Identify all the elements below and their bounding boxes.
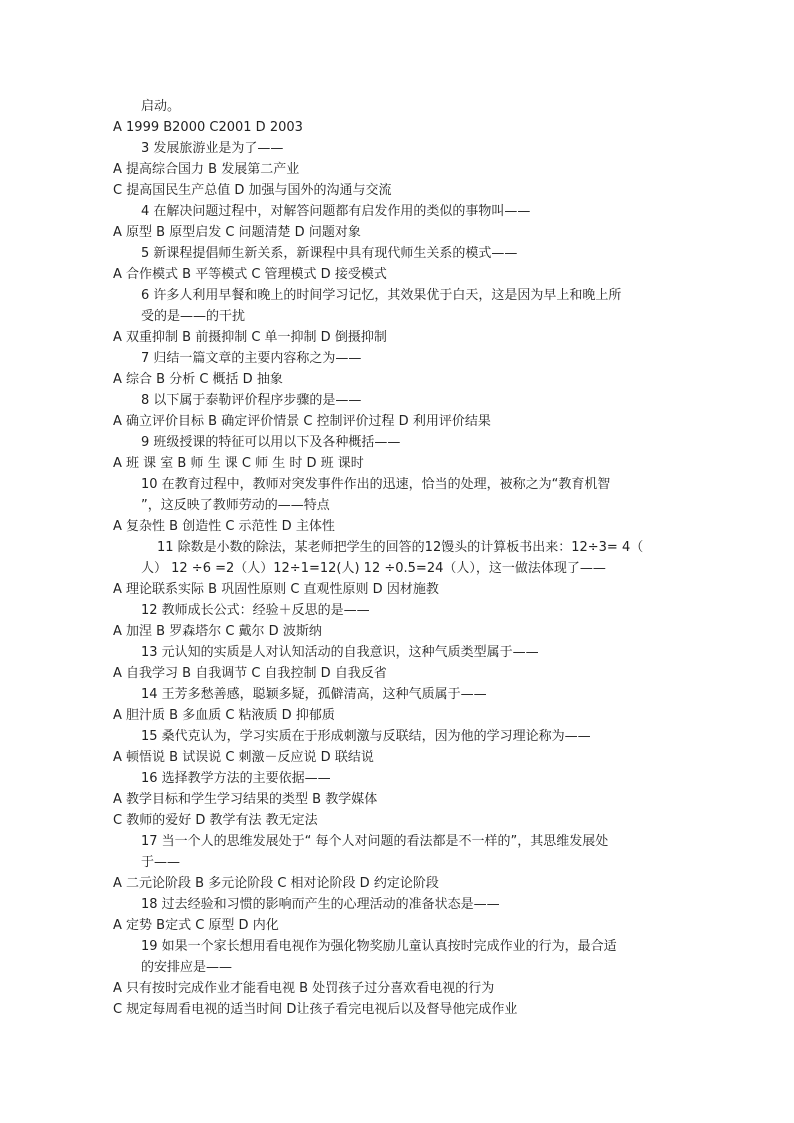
answer-options: A 只有按时完成作业才能看电视 B 处罚孩子过分喜欢看电视的行为 (113, 981, 495, 996)
answer-options: A 提高综合国力 B 发展第二产业 (113, 162, 300, 177)
answer-options: C 提高国民生产总值 D 加强与国外的沟通与交流 (113, 183, 392, 198)
answer-options: C 规定每周看电视的适当时间 D让孩子看完电视后以及督导他完成作业 (113, 1002, 518, 1017)
question-continuation: 于—— (141, 855, 181, 870)
question-11: 11 除数是小数的除法，某老师把学生的回答的12馒头的计算板书出来：12÷3= 4（ (157, 540, 644, 555)
answer-options: A 1999 B2000 C2001 D 2003 (113, 120, 303, 135)
question-15: 15 桑代克认为，学习实质在于形成刺激与反联结，因为他的学习理论称为—— (141, 729, 591, 744)
question-3: 3 发展旅游业是为了—— (141, 141, 284, 156)
question-7: 7 归结一篇文章的主要内容称之为—— (141, 351, 362, 366)
question-18: 18 过去经验和习惯的影响而产生的心理活动的准备状态是—— (141, 897, 500, 912)
answer-options: A 二元论阶段 B 多元论阶段 C 相对论阶段 D 约定论阶段 (113, 876, 439, 891)
answer-options: A 自我学习 B 自我调节 C 自我控制 D 自我反省 (113, 666, 387, 681)
answer-options: A 顿悟说 B 试误说 C 刺激－反应说 D 联结说 (113, 750, 374, 765)
question-continuation: 人） 12 ÷6 =2（人）12÷1=12(人) 12 ÷0.5=24（人），这一做法体现了—— (141, 561, 606, 576)
answer-options: A 确立评价目标 B 确定评价情景 C 控制评价过程 D 利用评价结果 (113, 414, 491, 429)
question-continuation: 的安排应是—— (141, 960, 233, 975)
answer-options: A 复杂性 B 创造性 C 示范性 D 主体性 (113, 519, 335, 534)
question-12: 12 教师成长公式：经验＋反思的是—— (141, 603, 370, 618)
question-16: 16 选择教学方法的主要依据—— (141, 771, 331, 786)
answer-options: A 理论联系实际 B 巩固性原则 C 直观性原则 D 因材施教 (113, 582, 439, 597)
answer-options: A 综合 B 分析 C 概括 D 抽象 (113, 372, 283, 387)
answer-options: C 教师的爱好 D 教学有法 教无定法 (113, 813, 318, 828)
question-19: 19 如果一个家长想用看电视作为强化物奖励儿童认真按时完成作业的行为，最合适 (141, 939, 617, 954)
answer-options: A 原型 B 原型启发 C 问题清楚 D 问题对象 (113, 225, 361, 240)
question-8: 8 以下属于泰勒评价程序步骤的是—— (141, 393, 362, 408)
question-13: 13 元认知的实质是人对认知活动的自我意识，这种气质类型属于—— (141, 645, 539, 660)
answer-options: A 教学目标和学生学习结果的类型 B 教学媒体 (113, 792, 378, 807)
question-5: 5 新课程提倡师生新关系，新课程中具有现代师生关系的模式—— (141, 246, 518, 261)
answer-options: A 定势 B定式 C 原型 D 内化 (113, 918, 279, 933)
question-continuation: 受的是——的干扰 (141, 309, 246, 324)
question-4: 4 在解决问题过程中，对解答问题都有启发作用的类似的事物叫—— (141, 204, 531, 219)
question-14: 14 王芳多愁善感，聪颖多疑，孤僻清高，这种气质属于—— (141, 687, 487, 702)
question-10: 10 在教育过程中，教师对突发事件作出的迅速，恰当的处理，被称之为“教育机智 (141, 477, 611, 492)
answer-options: A 班 课 室 B 师 生 课 C 师 生 时 D 班 课时 (113, 456, 364, 471)
answer-options: A 双重抑制 B 前摄抑制 C 单一抑制 D 倒摄抑制 (113, 330, 387, 345)
question-17: 17 当一个人的思维发展处于“ 每个人对问题的看法都是不一样的”，其思维发展处 (141, 834, 609, 849)
question-9: 9 班级授课的特征可以用以下及各种概括—— (141, 435, 401, 450)
answer-options: A 加涅 B 罗森塔尔 C 戴尔 D 波斯纳 (113, 624, 322, 639)
question-continuation: 启动。 (141, 99, 181, 114)
question-continuation: ”，这反映了教师劳动的——特点 (141, 498, 330, 513)
answer-options: A 合作模式 B 平等模式 C 管理模式 D 接受模式 (113, 267, 387, 282)
answer-options: A 胆汁质 B 多血质 C 粘液质 D 抑郁质 (113, 708, 335, 723)
question-6: 6 许多人利用早餐和晚上的时间学习记忆，其效果优于白天，这是因为早上和晚上所 (141, 288, 622, 303)
